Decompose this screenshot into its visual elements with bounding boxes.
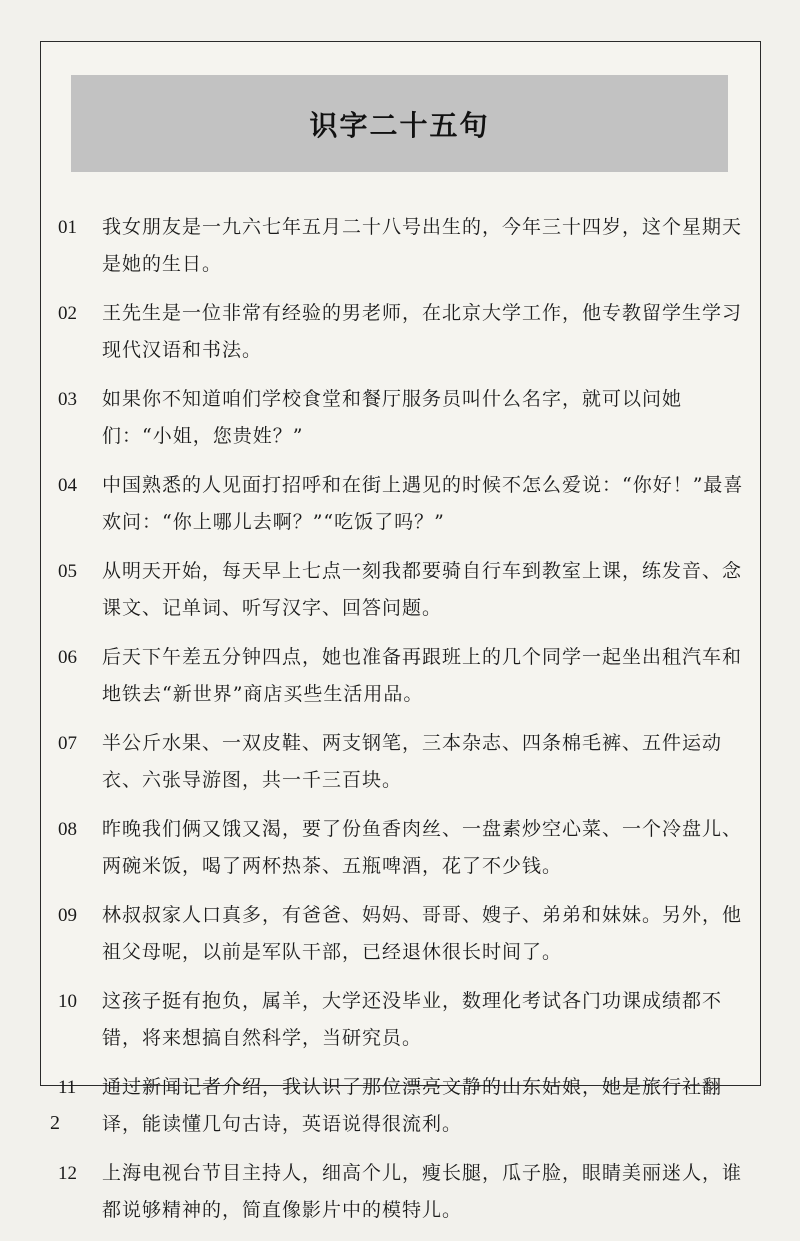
page-frame <box>40 41 761 1221</box>
sentence-text: 林叔叔家人口真多，有爸爸、妈妈、哥哥、嫂子、弟弟和妹妹。另外，他祖父母呢，以前是军队干部，已经退休很长时间了。 <box>102 904 743 963</box>
sentence-number: 05 <box>58 561 77 582</box>
sentence-item <box>58 983 748 1057</box>
sentence-text: 昨晚我们俩又饿又渴，要了份鱼香肉丝、一盘素炒空心菜、一个冷盘儿、两碗米饭，喝了两杯热茶、五瓶啤酒，花了不少钱。 <box>102 818 743 877</box>
sentence-item <box>58 1155 748 1229</box>
sentence-number: 08 <box>58 819 77 840</box>
sentence-text: 通过新闻记者介绍，我认识了那位漂亮文静的山东姑娘，她是旅行社翻译，能读懂几句古诗，英语说得很流利。 <box>102 1076 723 1135</box>
sentence-text: 上海电视台节目主持人，细高个儿，瘦长腿，瓜子脸，眼睛美丽迷人，谁都说够精神的，简直像影片中的模特儿。 <box>102 1162 743 1221</box>
page-title: 识字二十五句 <box>309 108 490 142</box>
sentence-item <box>58 467 748 541</box>
sentence-item <box>58 1069 748 1143</box>
sentence-item <box>58 897 748 971</box>
sentence-item <box>58 811 748 885</box>
sentence-text: 中国熟悉的人见面打招呼和在街上遇见的时候不怎么爱说：“你好！”最喜欢问：“你上哪儿去啊？”“吃饭了吗？” <box>102 474 744 533</box>
sentence-number: 11 <box>58 1077 77 1098</box>
sentence-number: 02 <box>58 303 77 324</box>
sentence-item <box>58 725 748 799</box>
sentence-text: 从明天开始，每天早上七点一刻我都要骑自行车到教室上课，练发音、念课文、记单词、听写汉字、回答问题。 <box>102 560 743 619</box>
sentence-text: 如果你不知道咱们学校食堂和餐厅服务员叫什么名字，就可以问她们：“小姐，您贵姓？” <box>102 388 683 447</box>
sentence-number: 06 <box>58 647 77 668</box>
sentence-number: 10 <box>58 991 77 1012</box>
sentence-number: 01 <box>58 217 77 238</box>
sentence-list <box>58 209 748 1241</box>
sentence-text: 我女朋友是一九六七年五月二十八号出生的，今年三十四岁，这个星期天是她的生日。 <box>102 216 743 275</box>
sentence-item <box>58 295 748 369</box>
page-number: 2 <box>50 1112 60 1134</box>
sentence-text: 王先生是一位非常有经验的男老师，在北京大学工作，他专教留学生学习现代汉语和书法。 <box>102 302 743 361</box>
sentence-item <box>58 381 748 455</box>
sentence-number: 03 <box>58 389 77 410</box>
sentence-number: 07 <box>58 733 77 754</box>
sentence-text: 这孩子挺有抱负，属羊，大学还没毕业，数理化考试各门功课成绩都不错，将来想搞自然科学，当研究员。 <box>102 990 723 1049</box>
sentence-number: 12 <box>58 1163 77 1184</box>
sentence-item <box>58 639 748 713</box>
sentence-text: 后天下午差五分钟四点，她也准备再跟班上的几个同学一起坐出租汽车和地铁去“新世界”商店买些生活用品。 <box>102 646 743 705</box>
sentence-item <box>58 553 748 627</box>
sentence-text: 半公斤水果、一双皮鞋、两支钢笔，三本杂志、四条棉毛裤、五件运动衣、六张导游图，共一千三百块。 <box>102 732 723 791</box>
sentence-number: 04 <box>58 475 77 496</box>
title-band <box>71 75 728 172</box>
sentence-number: 09 <box>58 905 77 926</box>
sentence-item <box>58 209 748 283</box>
